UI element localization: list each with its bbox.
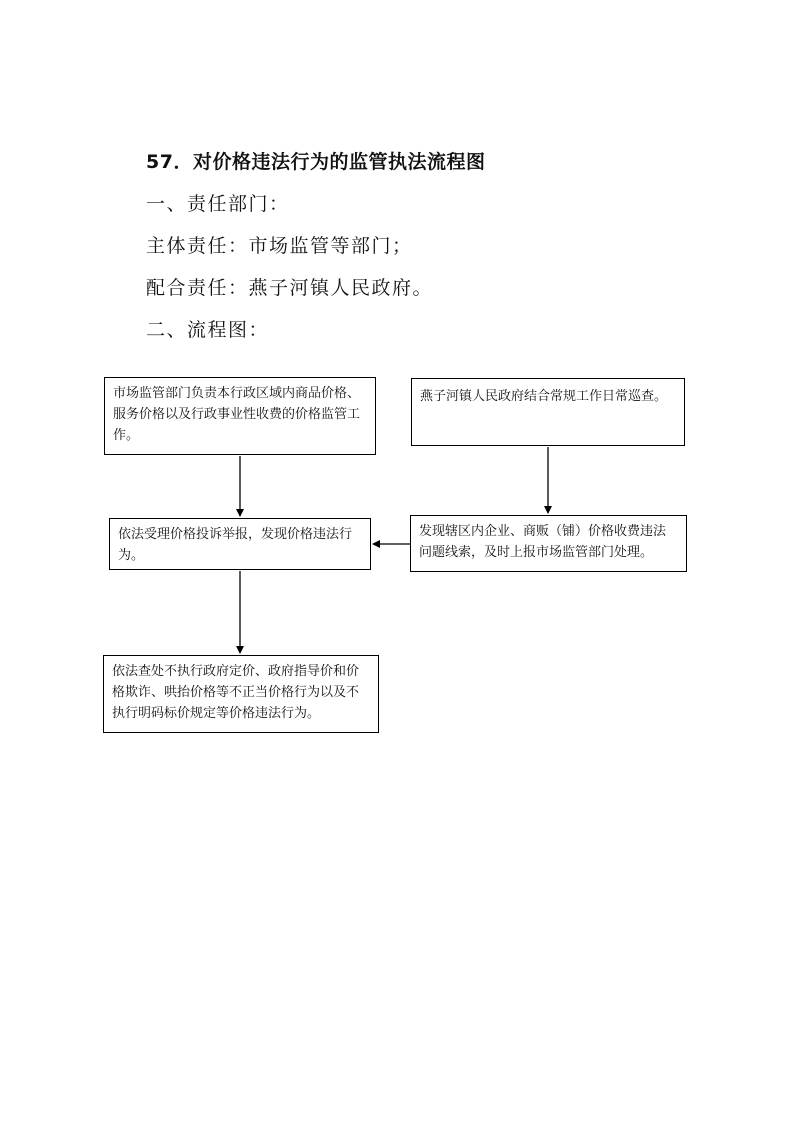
main-responsibility-text: 主体责任：市场监管等部门； xyxy=(146,235,413,257)
section-heading-responsible-departments: 一、责任部门： xyxy=(146,193,290,215)
flow-box-market-supervision: 市场监管部门负责本行政区域内商品价格、服务价格以及行政事业性收费的价格监管工作。 xyxy=(104,377,376,455)
page-title: 57．对价格违法行为的监管执法流程图 xyxy=(146,151,486,173)
flow-box-discover-clues: 发现辖区内企业、商贩（铺）价格收费违法问题线索，及时上报市场监管部门处理。 xyxy=(410,515,687,572)
flow-box-investigate: 依法查处不执行政府定价、政府指导价和价格欺诈、哄抬价格等不正当价格行为以及不执行明码标价规定等价格违法行为。 xyxy=(103,655,379,733)
section-heading-flowchart: 二、流程图： xyxy=(146,319,270,341)
coop-responsibility-text: 配合责任：燕子河镇人民政府。 xyxy=(146,277,434,299)
flow-box-accept-complaints: 依法受理价格投诉举报，发现价格违法行为。 xyxy=(109,518,371,570)
flow-box-town-government: 燕子河镇人民政府结合常规工作日常巡查。 xyxy=(411,378,685,446)
